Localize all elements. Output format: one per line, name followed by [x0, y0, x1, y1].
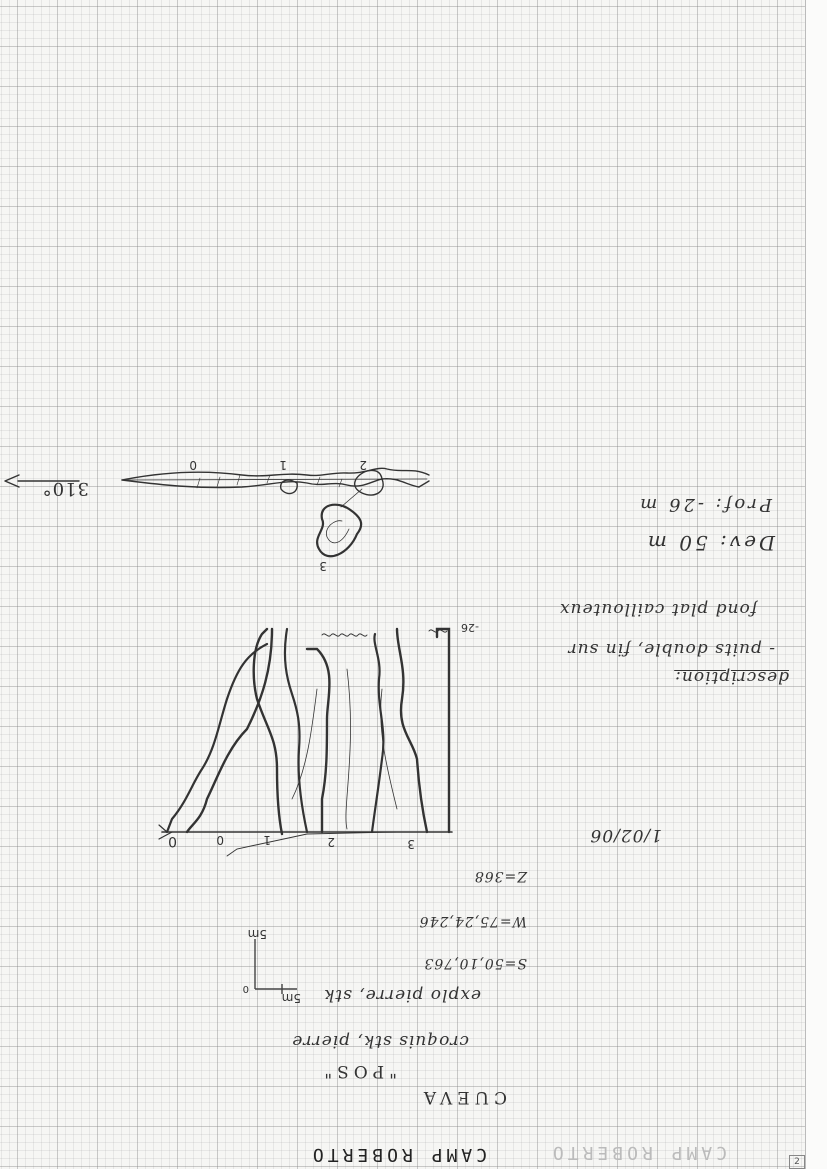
- header-title: CAMP ROBERTO: [308, 1144, 487, 1165]
- plan-station-1: 1: [279, 458, 287, 472]
- note-explo: explo pierre, stk: [323, 985, 481, 1005]
- development: Dev: 50 m: [644, 531, 775, 555]
- description-line-2: fond plat caillouteux: [558, 599, 757, 619]
- plan-heading: 310°: [41, 478, 89, 499]
- elevation-depth-label: -26: [461, 621, 479, 634]
- description-line-1: - puits double, fin sur: [567, 639, 775, 659]
- elevation-shaft-1: [397, 629, 427, 832]
- depth: Prof: -26 m: [637, 494, 772, 515]
- elevation-right-wall: [167, 644, 267, 832]
- coord-z: Z=368: [473, 868, 527, 884]
- survey-date: 1/02/06: [589, 825, 662, 845]
- scale-horizontal-label: 5m: [281, 991, 301, 1005]
- elevation-centerline: [227, 832, 449, 856]
- scale-vertical-label: 5m: [247, 927, 267, 941]
- elevation-shaft-2c: [254, 629, 282, 834]
- scale-origin-label: 0: [242, 983, 249, 994]
- scale-bar: [255, 939, 297, 994]
- page-number: 2: [789, 1155, 805, 1169]
- elevation-station-0: 0: [216, 833, 224, 847]
- description-title: description:: [674, 667, 789, 687]
- plan-hatching: [197, 475, 342, 488]
- elevation-entrance-label: 0: [168, 833, 177, 849]
- plan-station-3: 3: [319, 559, 327, 573]
- coord-s: S=50,10,763: [423, 955, 527, 971]
- plan-leg-2-3: [341, 489, 362, 507]
- plan-station-0: 0: [189, 458, 197, 472]
- elevation-interior-lines: [292, 669, 397, 829]
- note-croquis: croquis stk, pierre: [291, 1031, 469, 1051]
- elevation-shaft-2b: [285, 629, 307, 832]
- header-title-faint: CAMP ROBERTO: [548, 1142, 727, 1163]
- plan-pit-station-3: [317, 505, 361, 557]
- cave-name-quoted: "POS": [319, 1061, 397, 1081]
- north-arrow-head: [5, 475, 19, 487]
- elevation-chamber: [187, 629, 272, 832]
- elevation-station-1: 1: [263, 833, 271, 847]
- elevation-floor-pebbles: [322, 630, 447, 636]
- elevation-left-wall: [437, 629, 449, 832]
- plan-station-2: 2: [359, 458, 367, 472]
- cave-name: CUEVA: [418, 1087, 507, 1107]
- coord-w: W=75,24,246: [418, 913, 527, 929]
- elevation-station-2: 2: [327, 835, 335, 849]
- plan-pit-interior: [326, 521, 349, 543]
- elevation-view: [159, 629, 452, 856]
- elevation-station-3: 3: [407, 837, 415, 851]
- elevation-shaft-2a: [307, 649, 330, 832]
